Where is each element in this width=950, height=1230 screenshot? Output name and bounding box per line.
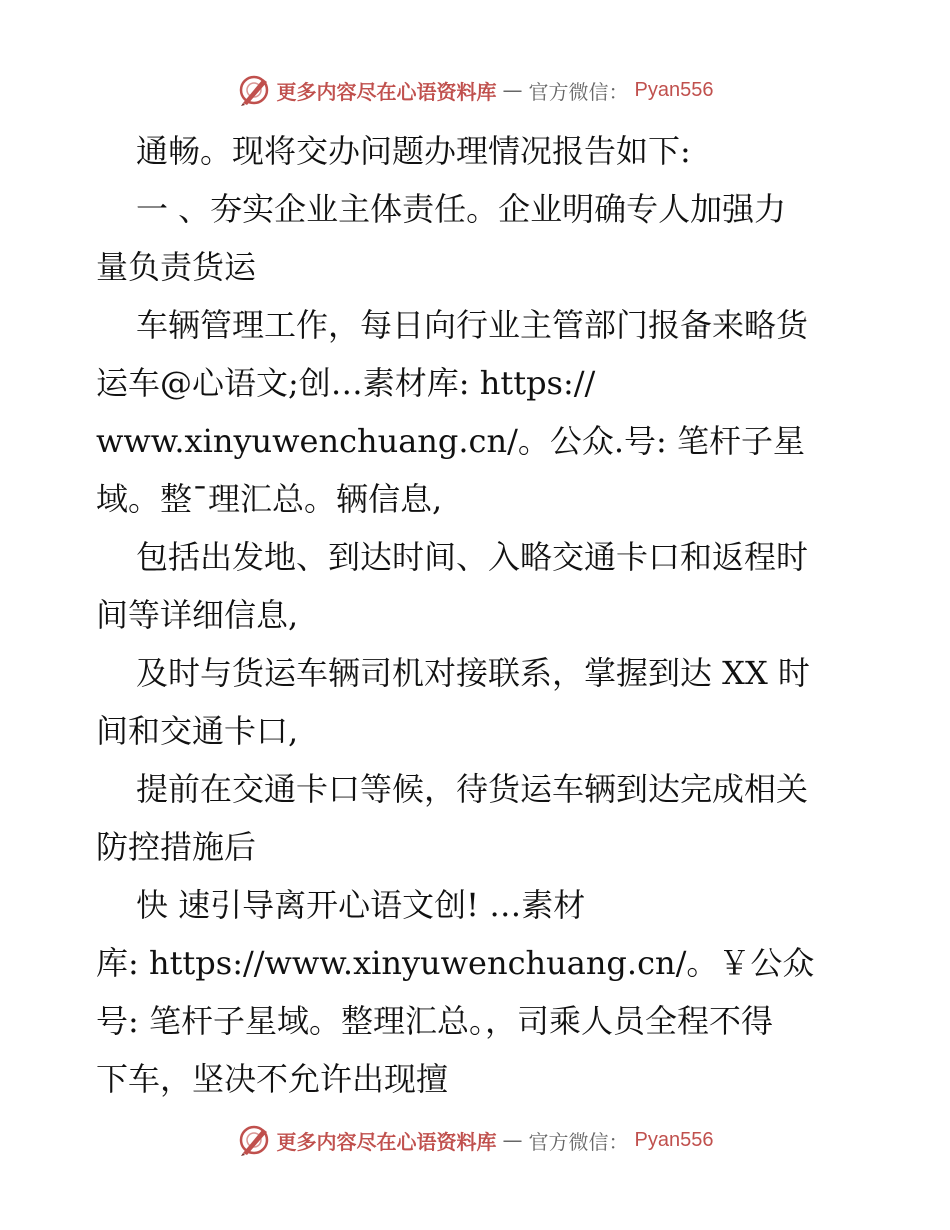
header-separator: —	[502, 78, 523, 102]
pen-logo-icon	[237, 1123, 271, 1157]
header-contact-id: Pyan556	[634, 78, 714, 101]
body-line: 间等详细信息,	[96, 596, 299, 634]
body-line: 通畅。现将交办问题办理情况报告如下:	[136, 132, 691, 170]
body-line: 包括出发地、到达时间、入略交通卡口和返程时	[136, 538, 809, 576]
body-line: 量负责货运	[96, 248, 257, 286]
body-line: 间和交通卡口,	[96, 712, 299, 750]
footer-main-text: 更多内容尽在心语资料库	[276, 1129, 497, 1154]
body-line: 防控措施后	[96, 828, 257, 866]
body-line: 车辆管理工作，每日向行业主管部门报备来略货	[136, 306, 809, 344]
footer-watermark	[0, 1120, 950, 1160]
header-main-text: 更多内容尽在心语资料库	[276, 79, 497, 104]
pen-logo-icon	[237, 73, 271, 107]
body-line: 一 、夯实企业主体责任。企业明确专人加强力	[136, 190, 787, 228]
footer-contact-text: 官方微信：	[528, 1129, 629, 1154]
body-line: 提前在交通卡口等候，待货运车辆到达完成相关	[136, 770, 809, 808]
body-line: www.xinyuwenchuang.cn/。公众.号: 笔杆子星	[96, 422, 805, 460]
body-line: 号: 笔杆子星域。整理汇总。，司乘人员全程不得	[96, 1002, 773, 1040]
document-body	[96, 122, 856, 1108]
header-contact-text: 官方微信：	[528, 79, 629, 104]
footer-separator: —	[502, 1128, 523, 1152]
body-line: 运车@心语文;创…素材库: https://	[96, 364, 596, 402]
body-line: 下车，坚决不允许出现擅	[96, 1060, 449, 1098]
body-line: 库: https://www.xinyuwenchuang.cn/。￥公众	[96, 944, 815, 982]
body-line: 快 速引导离开心语文创! …素材	[136, 886, 586, 924]
body-line: 及时与货运车辆司机对接联系，掌握到达 XX 时	[136, 654, 810, 692]
body-line: 域。整¯理汇总。辆信息,	[96, 480, 443, 518]
header-watermark	[0, 70, 950, 110]
footer-contact-id: Pyan556	[634, 1128, 714, 1151]
